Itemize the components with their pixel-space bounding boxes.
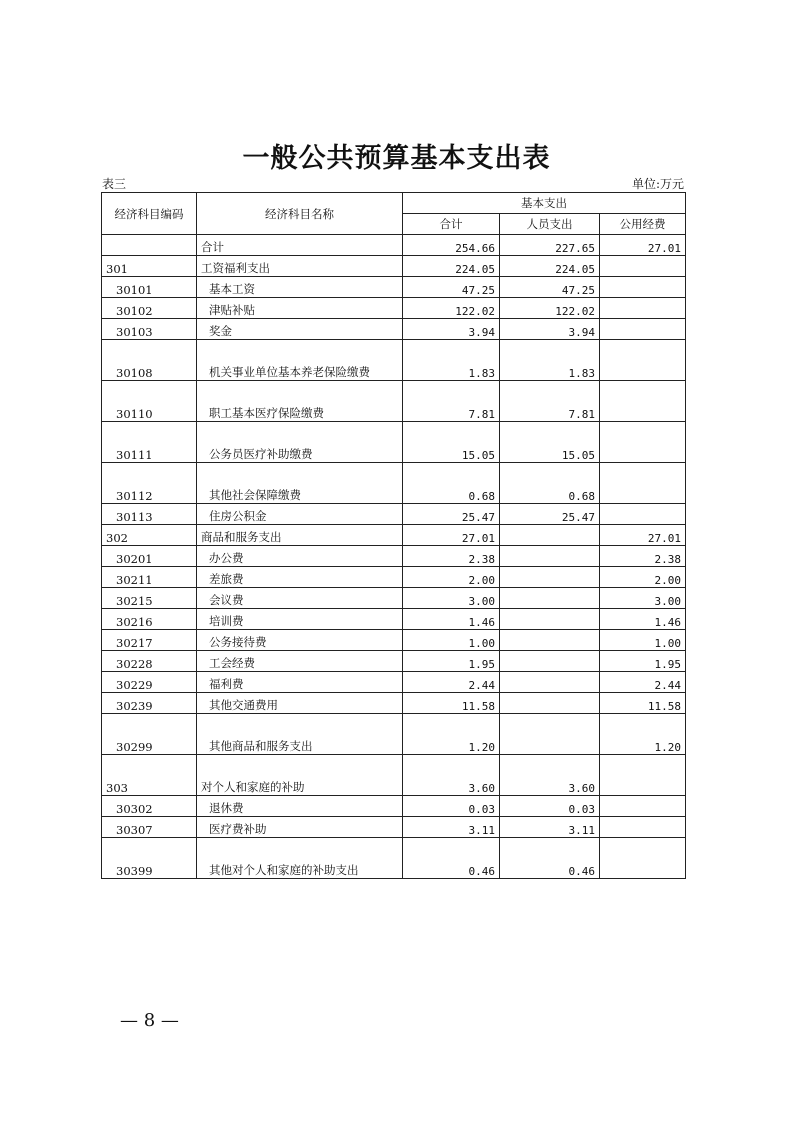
table-body: [102, 235, 686, 879]
row-code: 302: [102, 525, 197, 546]
table-row: [102, 422, 686, 463]
table-row: [102, 463, 686, 504]
row-public: 2.38: [600, 546, 686, 567]
row-code: 30228: [102, 651, 197, 672]
row-personnel: 15.05: [500, 422, 600, 463]
table-row: [102, 256, 686, 277]
row-name: 合计: [197, 235, 403, 256]
row-total: 1.20: [403, 714, 500, 755]
row-public: 11.58: [600, 693, 686, 714]
table-row: [102, 609, 686, 630]
row-public: 2.00: [600, 567, 686, 588]
row-code: 30211: [102, 567, 197, 588]
row-total: 0.68: [403, 463, 500, 504]
row-total: 1.83: [403, 340, 500, 381]
row-code: 30103: [102, 319, 197, 340]
row-code: 30229: [102, 672, 197, 693]
table-row: [102, 504, 686, 525]
row-public: 1.00: [600, 630, 686, 651]
row-personnel: [500, 672, 600, 693]
row-total: 1.00: [403, 630, 500, 651]
row-personnel: 122.02: [500, 298, 600, 319]
row-total: 0.03: [403, 796, 500, 817]
row-code: 30102: [102, 298, 197, 319]
row-public: [600, 340, 686, 381]
row-personnel: [500, 630, 600, 651]
row-personnel: [500, 693, 600, 714]
table-row: [102, 298, 686, 319]
row-name: 办公费: [197, 546, 403, 567]
row-code: 30216: [102, 609, 197, 630]
row-personnel: 1.83: [500, 340, 600, 381]
table-row: [102, 838, 686, 879]
page-number: — 8 —: [120, 1010, 179, 1031]
row-public: [600, 319, 686, 340]
row-code: 30112: [102, 463, 197, 504]
row-personnel: 0.68: [500, 463, 600, 504]
table-row: [102, 546, 686, 567]
table-row: [102, 817, 686, 838]
table-row: [102, 693, 686, 714]
row-name: 对个人和家庭的补助: [197, 755, 403, 796]
row-name: 培训费: [197, 609, 403, 630]
table-row: [102, 381, 686, 422]
row-public: [600, 256, 686, 277]
row-personnel: [500, 525, 600, 546]
row-public: [600, 463, 686, 504]
row-personnel: 0.03: [500, 796, 600, 817]
row-personnel: [500, 714, 600, 755]
row-code: 30399: [102, 838, 197, 879]
row-code: 30110: [102, 381, 197, 422]
table-row: [102, 525, 686, 546]
row-total: 1.95: [403, 651, 500, 672]
row-public: 1.95: [600, 651, 686, 672]
row-public: [600, 298, 686, 319]
row-personnel: 3.94: [500, 319, 600, 340]
row-code: 30299: [102, 714, 197, 755]
row-name: 职工基本医疗保险缴费: [197, 381, 403, 422]
row-code: 303: [102, 755, 197, 796]
row-public: 1.20: [600, 714, 686, 755]
row-personnel: 224.05: [500, 256, 600, 277]
row-personnel: 25.47: [500, 504, 600, 525]
row-code: 30215: [102, 588, 197, 609]
table-row: [102, 588, 686, 609]
row-name: 商品和服务支出: [197, 525, 403, 546]
row-name: 医疗费补助: [197, 817, 403, 838]
row-name: 福利费: [197, 672, 403, 693]
row-public: 1.46: [600, 609, 686, 630]
row-code: 30217: [102, 630, 197, 651]
table-row: [102, 567, 686, 588]
table-row: [102, 277, 686, 298]
row-name: 公务员医疗补助缴费: [197, 422, 403, 463]
row-name: 其他商品和服务支出: [197, 714, 403, 755]
row-name: 会议费: [197, 588, 403, 609]
table-row: [102, 672, 686, 693]
row-personnel: 227.65: [500, 235, 600, 256]
row-total: 122.02: [403, 298, 500, 319]
row-code: 30101: [102, 277, 197, 298]
row-personnel: 3.11: [500, 817, 600, 838]
header-personnel: 人员支出: [500, 214, 600, 235]
row-name: 基本工资: [197, 277, 403, 298]
unit-label: 单位:万元: [631, 177, 684, 191]
row-public: 27.01: [600, 235, 686, 256]
row-total: 3.11: [403, 817, 500, 838]
header-total: 合计: [403, 214, 500, 235]
row-public: [600, 381, 686, 422]
row-public: [600, 755, 686, 796]
row-personnel: 47.25: [500, 277, 600, 298]
row-total: 0.46: [403, 838, 500, 879]
row-public: 2.44: [600, 672, 686, 693]
table-header: [102, 193, 686, 235]
table-row: [102, 651, 686, 672]
header-basic-expenditure: 基本支出: [403, 193, 686, 214]
row-public: 27.01: [600, 525, 686, 546]
row-name: 公务接待费: [197, 630, 403, 651]
row-public: [600, 504, 686, 525]
row-code: 30307: [102, 817, 197, 838]
row-name: 住房公积金: [197, 504, 403, 525]
row-code: 30111: [102, 422, 197, 463]
row-total: 2.00: [403, 567, 500, 588]
row-personnel: [500, 609, 600, 630]
row-public: 3.00: [600, 588, 686, 609]
row-total: 2.44: [403, 672, 500, 693]
row-total: 11.58: [403, 693, 500, 714]
row-personnel: [500, 651, 600, 672]
row-name: 退休费: [197, 796, 403, 817]
table-row: [102, 340, 686, 381]
row-public: [600, 422, 686, 463]
header-name: 经济科目名称: [197, 193, 403, 235]
row-name: 津贴补贴: [197, 298, 403, 319]
document-title: 一般公共预算基本支出表: [242, 143, 551, 174]
row-total: 224.05: [403, 256, 500, 277]
row-name: 工资福利支出: [197, 256, 403, 277]
row-total: 2.38: [403, 546, 500, 567]
row-total: 7.81: [403, 381, 500, 422]
row-public: [600, 277, 686, 298]
row-code: 30302: [102, 796, 197, 817]
row-total: 47.25: [403, 277, 500, 298]
row-name: 差旅费: [197, 567, 403, 588]
row-personnel: 7.81: [500, 381, 600, 422]
row-code: 30201: [102, 546, 197, 567]
row-code: [102, 235, 197, 256]
row-public: [600, 796, 686, 817]
header-code: 经济科目编码: [102, 193, 197, 235]
row-total: 27.01: [403, 525, 500, 546]
row-personnel: [500, 567, 600, 588]
row-total: 254.66: [403, 235, 500, 256]
row-total: 15.05: [403, 422, 500, 463]
row-name: 其他社会保障缴费: [197, 463, 403, 504]
row-name: 奖金: [197, 319, 403, 340]
budget-table: [101, 192, 686, 879]
table-row: [102, 796, 686, 817]
table-row: [102, 235, 686, 256]
row-total: 3.00: [403, 588, 500, 609]
row-personnel: 0.46: [500, 838, 600, 879]
row-public: [600, 817, 686, 838]
row-name: 其他对个人和家庭的补助支出: [197, 838, 403, 879]
table-label: 表三: [102, 177, 127, 191]
row-total: 3.94: [403, 319, 500, 340]
table-row: [102, 714, 686, 755]
row-code: 30113: [102, 504, 197, 525]
row-personnel: [500, 588, 600, 609]
table-row: [102, 319, 686, 340]
row-code: 30239: [102, 693, 197, 714]
row-total: 1.46: [403, 609, 500, 630]
header-public: 公用经费: [600, 214, 686, 235]
row-total: 25.47: [403, 504, 500, 525]
row-personnel: 3.60: [500, 755, 600, 796]
row-public: [600, 838, 686, 879]
row-name: 其他交通费用: [197, 693, 403, 714]
row-personnel: [500, 546, 600, 567]
row-name: 工会经费: [197, 651, 403, 672]
table-row: [102, 630, 686, 651]
table-row: [102, 755, 686, 796]
row-name: 机关事业单位基本养老保险缴费: [197, 340, 403, 381]
row-total: 3.60: [403, 755, 500, 796]
row-code: 301: [102, 256, 197, 277]
row-code: 30108: [102, 340, 197, 381]
